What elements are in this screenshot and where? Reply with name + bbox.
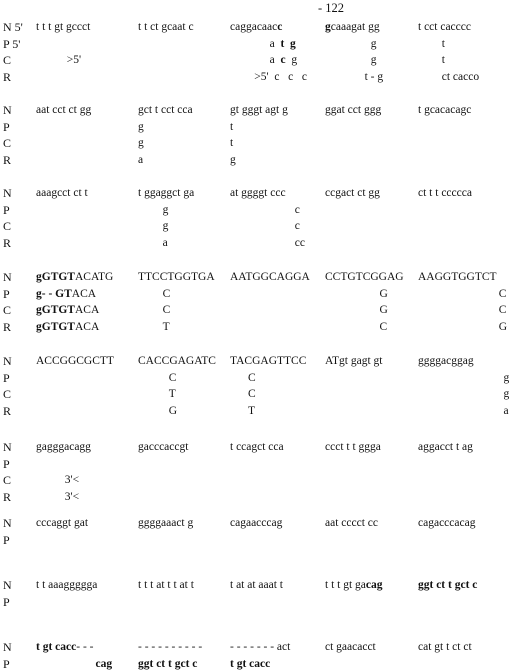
- sequence-segment: aggacct t ag: [418, 441, 473, 453]
- sequence-segment: g: [503, 388, 510, 400]
- sequence-segment: g: [370, 37, 377, 50]
- sequence-segment: C: [162, 287, 171, 300]
- sequence-segment: C: [162, 304, 171, 316]
- sequence-segment: g: [162, 203, 169, 216]
- sequence-segment: at ggggt ccc: [230, 187, 286, 199]
- sequence-segment: ct cacco: [441, 70, 480, 83]
- sequence-segment: t: [230, 137, 234, 149]
- sequence-segment: cc: [294, 236, 306, 249]
- row-label: P: [3, 119, 10, 134]
- sequence-segment: ggt ct t gct c: [418, 579, 478, 591]
- sequence-segment: t gcacacagc: [418, 104, 472, 116]
- sequence-segment: AATGGCAGGA: [230, 271, 310, 283]
- sequence-segment: g- - GTACA: [36, 287, 97, 300]
- sequence-segment: t ggaggct ga: [138, 187, 195, 199]
- row-label: P: [3, 594, 10, 609]
- sequence-segment: t t aaaggggga: [36, 579, 98, 591]
- sequence-segment: a: [162, 236, 168, 249]
- sequence-segment: ggggaaact g: [138, 517, 194, 529]
- row-label: R: [3, 152, 12, 167]
- sequence-segment: - - - - - - - - - -: [138, 641, 203, 653]
- row-label: R: [3, 403, 12, 418]
- sequence-segment: CACCGAGATC: [138, 355, 216, 367]
- sequence-segment: gt gggt agt g: [230, 104, 288, 116]
- sequence-segment: g: [138, 137, 144, 149]
- row-label: C: [3, 303, 12, 317]
- sequence-segment: t t t at t t at t: [138, 579, 194, 591]
- sequence-segment: AAGGTGGTCT: [418, 271, 497, 283]
- sequence-segment: T: [168, 388, 176, 400]
- sequence-segment: t gt cacc- - -: [36, 641, 94, 653]
- sequence-segment: t: [441, 37, 445, 50]
- sequence-segment: g: [230, 153, 236, 166]
- sequence-segment: gacccaccgt: [138, 441, 189, 453]
- sequence-segment: ggggacggag: [418, 355, 474, 367]
- sequence-segment: g: [138, 120, 144, 133]
- sequence-segment: gGTGTACATG: [36, 271, 114, 283]
- row-label: N: [3, 516, 12, 530]
- sequence-segment: G: [498, 320, 508, 333]
- sequence-segment: C: [168, 371, 177, 384]
- sequence-segment: C: [248, 371, 256, 384]
- sequence-segment: c: [294, 220, 300, 232]
- sequence-segment: C: [498, 304, 507, 316]
- row-label: P 5': [3, 36, 21, 51]
- row-label: R: [3, 69, 12, 84]
- sequence-segment: gcaaagat gg: [325, 21, 380, 33]
- row-label: N: [3, 186, 12, 200]
- sequence-segment: cat gt t ct ct: [418, 641, 472, 653]
- sequence-segment: t t t gt gacag: [325, 579, 383, 591]
- sequence-segment: aat cccct cc: [325, 517, 378, 529]
- sequence-segment: c: [294, 203, 300, 216]
- sequence-segment: cagacccacag: [418, 517, 476, 529]
- sequence-segment: cagaacccag: [230, 517, 283, 529]
- sequence-segment: caggacaacc: [230, 21, 283, 33]
- row-label: N: [3, 103, 12, 117]
- sequence-segment: g: [370, 54, 377, 66]
- sequence-segment: G: [168, 404, 178, 417]
- sequence-segment: t cct cacccc: [418, 21, 471, 33]
- sequence-segment: T: [248, 404, 256, 417]
- sequence-segment: >5' c c c: [254, 70, 307, 83]
- sequence-segment: TTCCTGGTGA: [138, 271, 215, 283]
- sequence-segment: aaagcct ct t: [36, 187, 88, 199]
- row-label: C: [3, 473, 12, 487]
- sequence-segment: ggat cct ggg: [325, 104, 382, 116]
- sequence-segment: t: [230, 120, 234, 133]
- row-label: R: [3, 319, 12, 334]
- sequence-segment: aat cct ct gg: [36, 104, 92, 116]
- row-label: N 5': [3, 20, 23, 34]
- sequence-segment: t at at aaat t: [230, 579, 283, 591]
- sequence-segment: G: [379, 304, 388, 316]
- sequence-segment: cag: [95, 657, 113, 670]
- sequence-segment: ccct t t ggga: [325, 441, 381, 453]
- sequence-segment: 3'<: [64, 490, 80, 503]
- sequence-segment: cccaggt gat: [36, 517, 89, 529]
- sequence-segment: gct t cct cca: [138, 104, 193, 116]
- sequence-segment: 3'<: [64, 474, 80, 486]
- sequence-segment: a: [138, 153, 144, 166]
- sequence-segment: t t t gt gccct: [36, 21, 91, 33]
- sequence-segment: ggt ct t gct c: [138, 657, 198, 670]
- row-label: P: [3, 656, 10, 671]
- row-label: N: [3, 354, 12, 368]
- sequence-segment: ccgact ct gg: [325, 187, 380, 199]
- row-label: C: [3, 219, 12, 233]
- sequence-segment: - - - - - - - act: [230, 641, 291, 653]
- position-marker: - 122: [318, 1, 345, 15]
- sequence-segment: t - g: [364, 70, 384, 83]
- sequence-segment: C: [248, 388, 256, 400]
- sequence-segment: ATgt gagt gt: [325, 355, 383, 367]
- row-label: P: [3, 370, 10, 385]
- sequence-segment: TACGAGTTCC: [230, 355, 307, 367]
- sequence-segment: ACCGGCGCTT: [36, 355, 114, 367]
- sequence-segment: a: [503, 404, 509, 417]
- row-label: R: [3, 489, 12, 504]
- sequence-segment: C: [498, 287, 507, 300]
- sequence-segment: g: [162, 220, 169, 232]
- sequence-segment: gGTGTACA: [36, 320, 100, 333]
- sequence-segment: gGTGTACA: [36, 304, 100, 316]
- sequence-segment: a c g: [269, 54, 298, 66]
- row-label: R: [3, 235, 12, 250]
- sequence-segment: t ccagct cca: [230, 441, 284, 453]
- sequence-segment: gagggacagg: [36, 441, 91, 453]
- row-label: N: [3, 440, 12, 454]
- row-label: C: [3, 387, 12, 401]
- sequence-segment: t t ct gcaat c: [138, 21, 194, 33]
- row-label: P: [3, 286, 10, 301]
- sequence-segment: ct t t ccccca: [418, 187, 472, 199]
- sequence-segment: T: [162, 320, 170, 333]
- row-label: C: [3, 53, 12, 67]
- row-label: P: [3, 456, 10, 471]
- row-label: P: [3, 202, 10, 217]
- sequence-segment: t: [441, 54, 445, 66]
- sequence-segment: C: [379, 320, 388, 333]
- row-label: P: [3, 532, 10, 547]
- sequence-segment: G: [379, 287, 388, 300]
- row-label: N: [3, 270, 12, 284]
- row-label: N: [3, 578, 12, 592]
- sequence-segment: CCTGTCGGAG: [325, 271, 404, 283]
- sequence-segment: t gt cacc: [230, 657, 271, 670]
- sequence-segment: a t g: [269, 37, 296, 50]
- row-label: N: [3, 640, 12, 654]
- sequence-segment: g: [503, 371, 510, 384]
- row-label: C: [3, 136, 12, 150]
- sequence-segment: ct gaacacct: [325, 641, 376, 653]
- sequence-segment: >5': [66, 54, 82, 66]
